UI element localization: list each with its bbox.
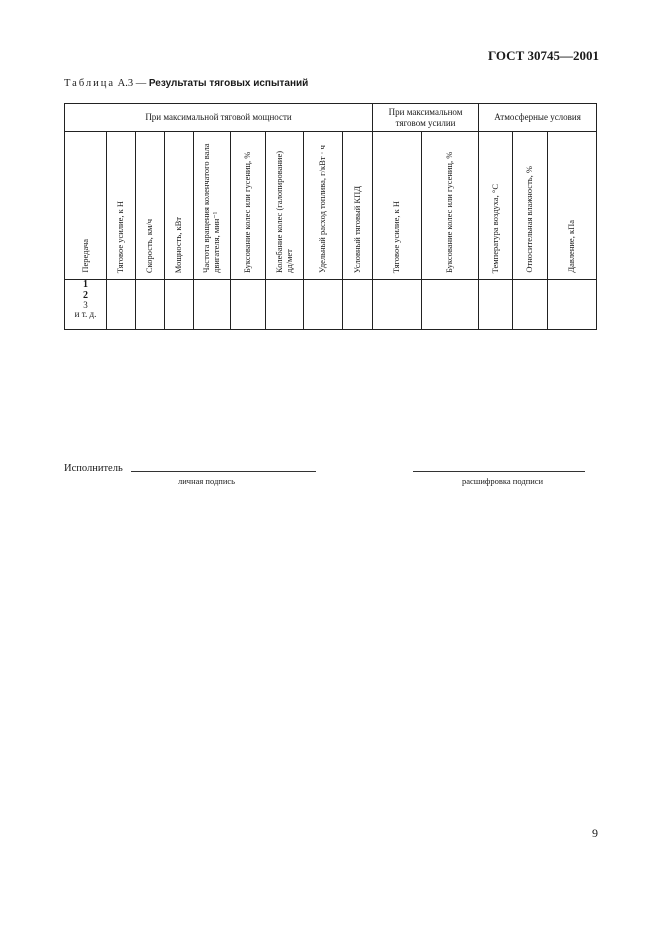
table-cell — [165, 280, 194, 330]
col-header-humidity: Относительная влажность, % — [513, 132, 548, 280]
results-table — [64, 103, 597, 330]
table-row — [65, 280, 597, 330]
caption-title: Результаты тяговых испытаний — [148, 78, 309, 89]
table-cell — [107, 280, 136, 330]
table-cell — [479, 280, 513, 330]
caption-lead: Таблица — [64, 78, 116, 89]
col-header-slip: Буксование колес или гусениц, % — [231, 132, 266, 280]
group-max-power: При максимальной тяговой мощности — [65, 104, 373, 132]
page-number: 9 — [592, 826, 598, 840]
group-atmospheric: Атмосферные условия — [479, 104, 597, 132]
col-header-pressure: Давление, кПа — [548, 132, 597, 280]
col-header-max-traction-force: Тяговое усилие, к Н — [373, 132, 422, 280]
col-header-air-temperature: Температура воздуха, °С — [479, 132, 513, 280]
gear-etc: и т. д. — [74, 309, 97, 320]
col-header-traction-force: Тяговое усилие, к Н — [107, 132, 136, 280]
table-cell — [136, 280, 165, 330]
decoding-caption: расшифровка подписи — [462, 476, 544, 486]
performer-label: Исполнитель — [64, 463, 123, 474]
table-cell — [373, 280, 422, 330]
col-header-speed: Скорость, км/ч — [136, 132, 165, 280]
table-cell — [513, 280, 548, 330]
gear-2: 2 — [83, 289, 88, 301]
table-cell — [231, 280, 266, 330]
gear-3: 3 — [83, 300, 88, 310]
col-header-power: Мощность, кВт — [165, 132, 194, 280]
gear-list — [65, 280, 107, 330]
decoding-line — [413, 471, 585, 472]
group-max-traction: При максимальном тяговом усилии — [373, 104, 479, 132]
table-cell — [343, 280, 373, 330]
gear-1: 1 — [83, 279, 88, 290]
table-caption — [64, 78, 308, 89]
table-cell — [548, 280, 597, 330]
table-cell — [194, 280, 231, 330]
signature-caption: личная подпись — [178, 476, 236, 486]
col-header-galloping: Колебание колес (галопирование) дд/мет — [266, 132, 304, 280]
signature-line — [131, 471, 316, 472]
col-header-max-traction-slip: Буксование колес или гусениц, % — [422, 132, 479, 280]
table-cell — [266, 280, 304, 330]
caption-number: А.3 — — [117, 78, 147, 89]
standard-header: ГОСТ 30745—2001 — [487, 48, 599, 63]
table-cell — [422, 280, 479, 330]
col-header-gear: Передача — [65, 132, 107, 280]
col-header-engine-speed: Частота вращения коленчатого вала двигателя, мин⁻¹ — [194, 132, 231, 280]
col-header-efficiency: Условный тяговый КПД — [343, 132, 373, 280]
col-header-fuel-consumption: Удельный расход топлива, г/кВт · ч — [304, 132, 343, 280]
table-cell — [304, 280, 343, 330]
